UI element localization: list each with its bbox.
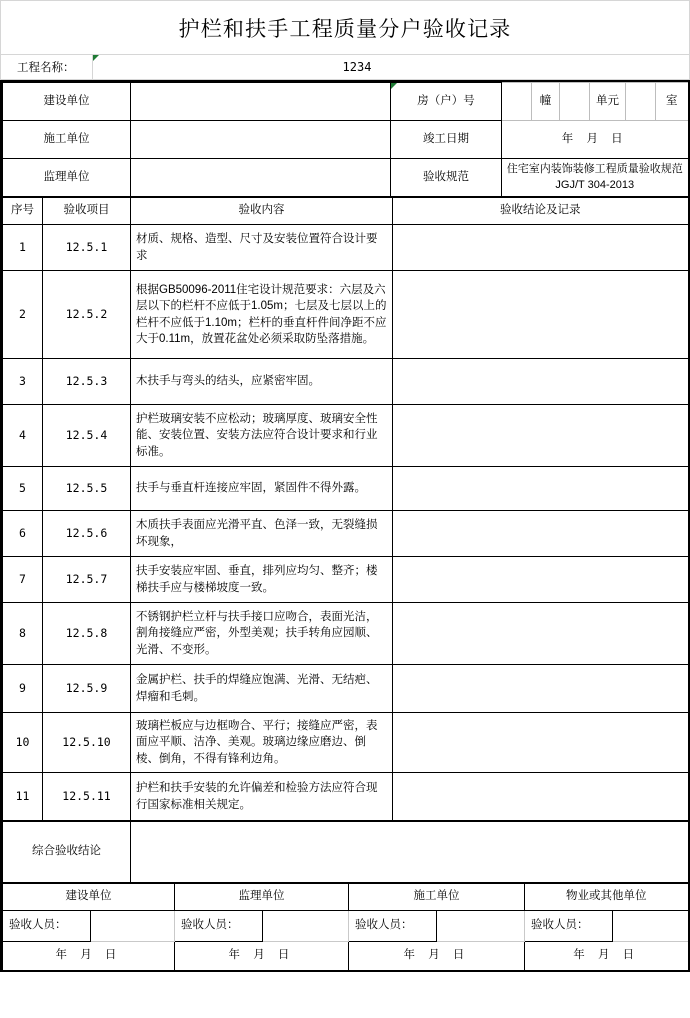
signoff-person-label-4: 验收人员： [525, 911, 613, 942]
column-header-item: 验收项目 [43, 198, 131, 225]
row-result[interactable] [393, 773, 689, 821]
table-row [3, 511, 689, 557]
column-header-result: 验收结论及记录 [393, 198, 689, 225]
row-no: 7 [3, 557, 43, 603]
house-unit-room: 室 [656, 83, 689, 121]
row-content: 根据GB50096-2011住宅设计规范要求：六层及六层以下的栏杆不应低于1.05m；七层及七层以上的栏杆不应低于1.10m；栏杆的垂直杆件间净距不应大于0.11m，放置花盆处必须采取防坠落措施。 [131, 271, 393, 359]
row-result[interactable] [393, 467, 689, 511]
label-overall-conclusion: 综合验收结论 [3, 822, 131, 883]
house-unit-unit: 单元 [590, 83, 626, 121]
value-construction-unit[interactable] [131, 83, 391, 121]
header-row-1 [3, 83, 689, 121]
value-completion-date[interactable]: 年 月 日 [502, 121, 689, 159]
row-content: 护栏和扶手安装的允许偏差和检验方法应符合现行国家标准相关规定。 [131, 773, 393, 821]
row-no: 2 [3, 271, 43, 359]
overall-conclusion-row [3, 822, 689, 883]
row-result[interactable] [393, 271, 689, 359]
signoff-unit-supervision: 监理单位 [175, 884, 349, 911]
signoff-person-value-4[interactable] [613, 911, 689, 942]
signoff-unit-contractor: 施工单位 [349, 884, 525, 911]
signoff-person-value-1[interactable] [91, 911, 175, 942]
signoff-person-value-2[interactable] [263, 911, 349, 942]
label-house-number [391, 83, 502, 121]
house-unit-building: 幢 [532, 83, 560, 121]
page-title: 护栏和扶手工程质量分户验收记录 [178, 16, 512, 41]
table-row [3, 225, 689, 271]
inspection-items-table [2, 197, 690, 821]
table-row [3, 665, 689, 713]
signoff-date-3[interactable]: 年 月 日 [349, 942, 525, 972]
row-no: 9 [3, 665, 43, 713]
house-number-field-2[interactable] [560, 83, 590, 121]
project-name-value: 1234 [342, 60, 372, 74]
signoff-table [2, 883, 690, 972]
signoff-person-label-1: 验收人员： [3, 911, 91, 942]
value-overall-conclusion[interactable] [131, 822, 689, 883]
row-content: 金属护栏、扶手的焊缝应饱满、光滑、无结疤、焊瘤和毛刺。 [131, 665, 393, 713]
table-row [3, 713, 689, 773]
column-header-no: 序号 [3, 198, 43, 225]
comment-marker-icon [93, 55, 99, 61]
row-item: 12.5.10 [43, 713, 131, 773]
row-item: 12.5.2 [43, 271, 131, 359]
label-construction-unit: 建设单位 [3, 83, 131, 121]
value-acceptance-standard: 住宅室内装饰装修工程质量验收规范JGJ/T 304-2013 [502, 159, 689, 197]
row-no: 1 [3, 225, 43, 271]
signoff-person-value-3[interactable] [437, 911, 525, 942]
row-item: 12.5.4 [43, 405, 131, 467]
row-item: 12.5.11 [43, 773, 131, 821]
row-content: 扶手安装应牢固、垂直，排列应均匀、整齐；楼梯扶手应与楼梯坡度一致。 [131, 557, 393, 603]
signoff-person-label-2: 验收人员： [175, 911, 263, 942]
header-row-3 [3, 159, 689, 197]
signoff-date-4[interactable]: 年 月 日 [525, 942, 689, 972]
table-row [3, 467, 689, 511]
overall-conclusion-table [2, 821, 690, 883]
title-band [0, 0, 690, 54]
row-content: 木质扶手表面应光滑平直、色泽一致，无裂缝损坏现象， [131, 511, 393, 557]
signoff-unit-construction: 建设单位 [3, 884, 175, 911]
table-row [3, 603, 689, 665]
column-header-content: 验收内容 [131, 198, 393, 225]
form-body [0, 80, 690, 972]
label-acceptance-standard: 验收规范 [391, 159, 502, 197]
row-item: 12.5.9 [43, 665, 131, 713]
project-name-row [0, 54, 690, 80]
row-no: 11 [3, 773, 43, 821]
comment-marker-icon-2 [391, 83, 397, 89]
row-no: 5 [3, 467, 43, 511]
row-result[interactable] [393, 225, 689, 271]
row-result[interactable] [393, 405, 689, 467]
table-row [3, 359, 689, 405]
table-row [3, 557, 689, 603]
label-house-number-text: 房（户）号 [417, 94, 475, 107]
row-result[interactable] [393, 713, 689, 773]
row-no: 3 [3, 359, 43, 405]
row-content: 不锈钢护栏立杆与扶手接口应吻合，表面光洁，割角接缝应严密，外型美观；扶手转角应园顺、光滑、不变形。 [131, 603, 393, 665]
table-row [3, 773, 689, 821]
house-number-field-3[interactable] [626, 83, 656, 121]
value-supervision-unit[interactable] [131, 159, 391, 197]
project-name-value-cell[interactable] [93, 55, 689, 79]
row-item: 12.5.3 [43, 359, 131, 405]
row-item: 12.5.6 [43, 511, 131, 557]
signoff-date-row [3, 942, 689, 972]
row-item: 12.5.5 [43, 467, 131, 511]
label-supervision-unit: 监理单位 [3, 159, 131, 197]
row-item: 12.5.8 [43, 603, 131, 665]
row-no: 4 [3, 405, 43, 467]
header-row-2 [3, 121, 689, 159]
row-no: 8 [3, 603, 43, 665]
row-result[interactable] [393, 603, 689, 665]
signoff-unit-headers [3, 884, 689, 911]
row-content: 护栏玻璃安装不应松动；玻璃厚度、玻璃安全性能、安装位置、安装方法应符合设计要求和行业标准。 [131, 405, 393, 467]
header-table [2, 82, 690, 197]
row-result[interactable] [393, 665, 689, 713]
table-column-headers [3, 198, 689, 225]
row-no: 6 [3, 511, 43, 557]
row-no: 10 [3, 713, 43, 773]
table-row [3, 271, 689, 359]
row-content: 木扶手与弯头的结头，应紧密牢固。 [131, 359, 393, 405]
table-row [3, 405, 689, 467]
row-content: 扶手与垂直杆连接应牢固，紧固件不得外露。 [131, 467, 393, 511]
row-item: 12.5.1 [43, 225, 131, 271]
house-number-field-1[interactable] [502, 83, 532, 121]
signoff-date-1[interactable]: 年 月 日 [3, 942, 175, 972]
signoff-person-label-3: 验收人员： [349, 911, 437, 942]
row-result[interactable] [393, 359, 689, 405]
value-contractor-unit[interactable] [131, 121, 391, 159]
label-completion-date: 竣工日期 [391, 121, 502, 159]
signoff-date-2[interactable]: 年 月 日 [175, 942, 349, 972]
row-item: 12.5.7 [43, 557, 131, 603]
signoff-person-row [3, 911, 689, 942]
row-content: 玻璃栏板应与边框吻合、平行；接缝应严密，表面应平顺、洁净、美观。玻璃边缘应磨边、倒棱、倒角，不得有锋利边角。 [131, 713, 393, 773]
signoff-unit-property: 物业或其他单位 [525, 884, 689, 911]
row-result[interactable] [393, 557, 689, 603]
row-result[interactable] [393, 511, 689, 557]
label-contractor-unit: 施工单位 [3, 121, 131, 159]
project-name-label: 工程名称： [1, 55, 93, 79]
row-content: 材质、规格、造型、尺寸及安装位置符合设计要求 [131, 225, 393, 271]
